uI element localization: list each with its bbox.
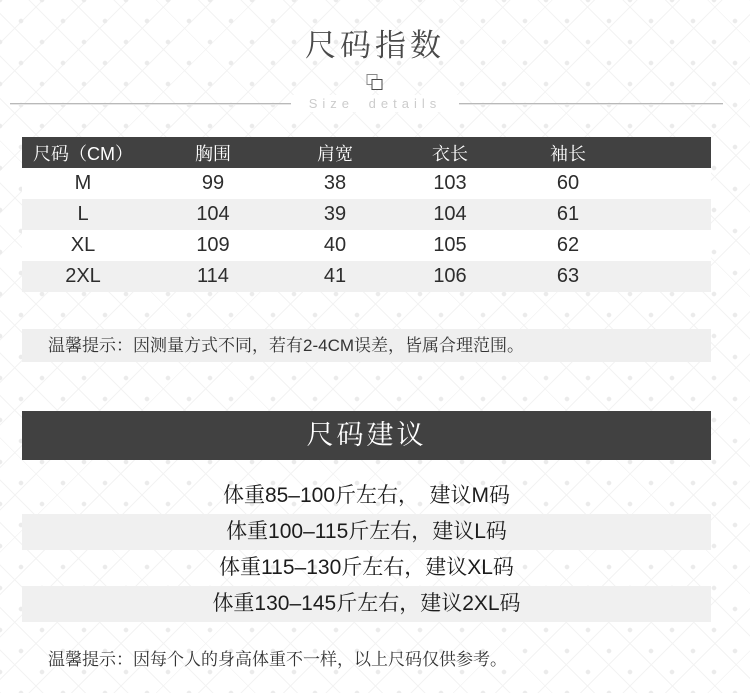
icon-front-square	[372, 79, 383, 90]
table-cell: 109	[196, 234, 230, 256]
overlapping-squares-icon	[367, 74, 384, 91]
table-row	[22, 168, 711, 199]
reference-tip: 温馨提示：因每个人的身高体重不一样，以上尺码仅供参考。	[48, 650, 507, 669]
table-cell: 2XL	[65, 265, 101, 287]
table-header-cell-shoulder: 肩宽	[317, 143, 353, 164]
page-title: 尺码指数	[305, 28, 445, 63]
table-cell: XL	[70, 234, 96, 256]
table-row	[22, 199, 711, 230]
subtitle	[0, 95, 750, 113]
table-cell: 106	[433, 265, 467, 287]
suggestion-banner: 尺码建议	[22, 411, 711, 460]
table-cell: 63	[556, 265, 580, 287]
table-cell: 105	[433, 234, 467, 256]
table-cell: 41	[323, 265, 347, 287]
table-cell: 104	[196, 203, 230, 225]
suggestion-row: 体重100–115斤左右，建议L码	[22, 514, 711, 550]
table-cell: 104	[433, 203, 467, 225]
table-header-cell-size: 尺码（CM）	[33, 143, 133, 164]
table-header-cell-sleeve: 袖长	[550, 143, 586, 164]
table-cell: L	[77, 203, 89, 225]
table-cell: 39	[323, 203, 347, 225]
table-header-cell-length: 衣长	[432, 143, 468, 164]
subtitle-label: Size details	[291, 95, 459, 112]
table-header-row	[22, 137, 711, 168]
suggestion-list	[22, 478, 711, 622]
table-cell: 40	[323, 234, 347, 256]
table-cell: 61	[556, 203, 580, 225]
table-row	[22, 230, 711, 261]
table-header-cell-bust: 胸围	[195, 143, 231, 164]
table-cell: 62	[556, 234, 580, 256]
table-row	[22, 261, 711, 292]
table-cell: M	[74, 172, 92, 194]
table-cell: 99	[201, 172, 225, 194]
table-cell: 103	[433, 172, 467, 194]
suggestion-row: 体重85–100斤左右， 建议M码	[222, 484, 511, 507]
size-table	[22, 137, 711, 292]
table-cell: 114	[197, 265, 229, 287]
suggestion-row: 体重115–130斤左右，建议XL码	[219, 556, 514, 579]
suggestion-row: 体重130–145斤左右，建议2XL码	[22, 586, 711, 622]
measure-tip: 温馨提示：因测量方式不同，若有2-4CM误差，皆属合理范围。	[22, 329, 711, 362]
table-cell: 38	[323, 172, 347, 194]
table-cell: 60	[556, 172, 580, 194]
